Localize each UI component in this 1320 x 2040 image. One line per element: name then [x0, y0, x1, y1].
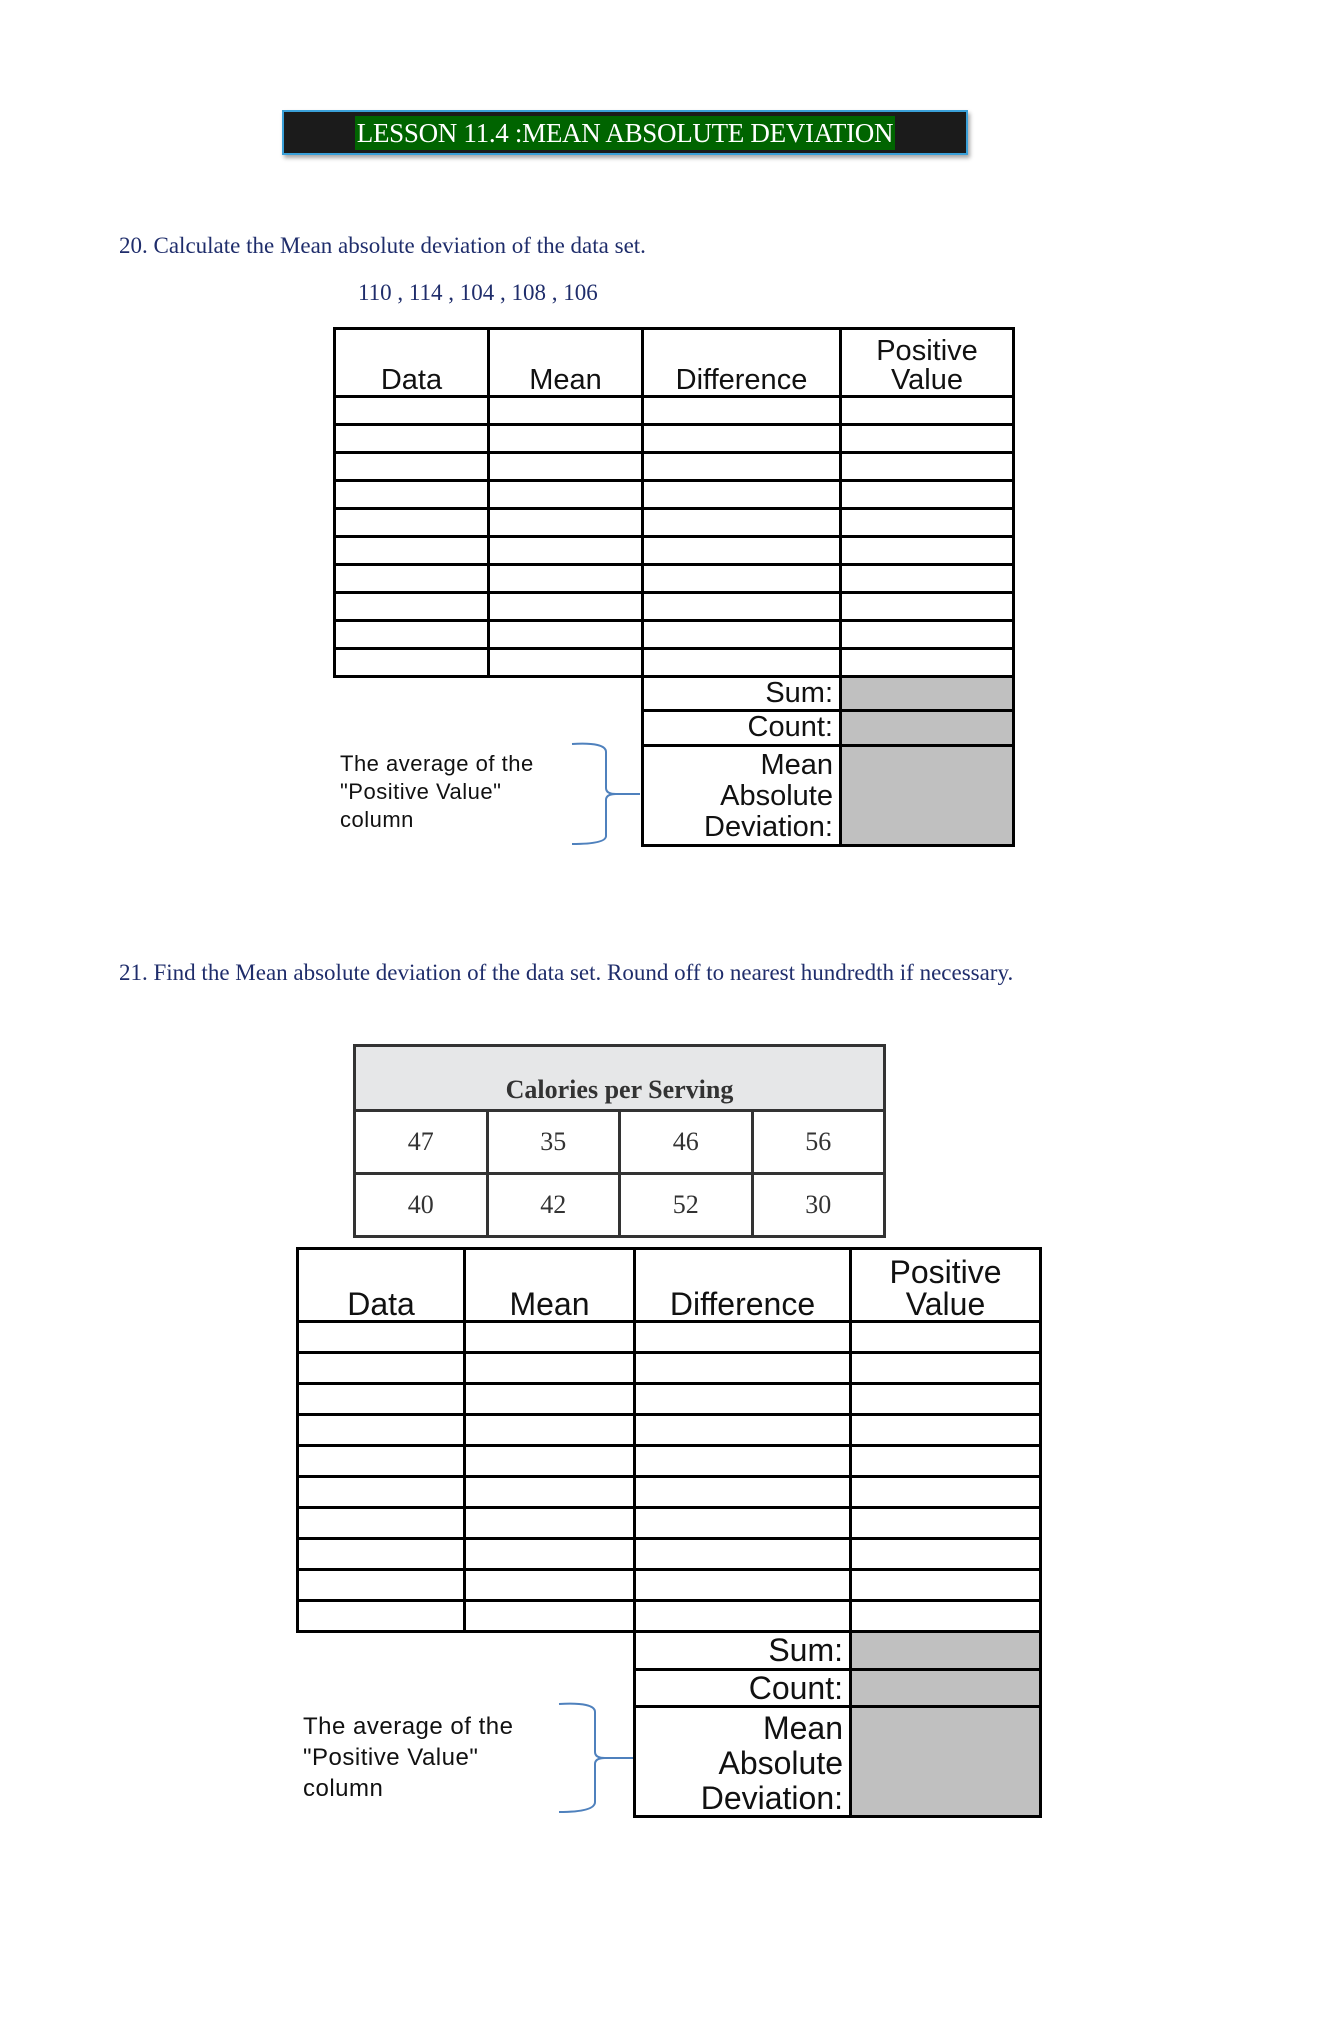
answer-cell[interactable]: [465, 1322, 635, 1353]
mad-answer-cell[interactable]: [841, 745, 1014, 845]
mad-label: [635, 1707, 851, 1817]
answer-cell[interactable]: [851, 1446, 1041, 1477]
header-row: [335, 329, 1014, 397]
sum-row: [298, 1632, 1041, 1670]
answer-cell[interactable]: [635, 1539, 851, 1570]
table-row: [298, 1384, 1041, 1415]
column-header-positive-value: [851, 1249, 1041, 1322]
answer-cell[interactable]: [851, 1415, 1041, 1446]
answer-cell[interactable]: [298, 1508, 465, 1539]
answer-cell[interactable]: [643, 397, 841, 425]
count-answer-cell[interactable]: [851, 1669, 1041, 1707]
note-line: "Positive Value": [340, 779, 502, 804]
header-line: Positive: [889, 1254, 1002, 1290]
answer-cell[interactable]: [851, 1384, 1041, 1415]
mad-note-20: [340, 750, 534, 834]
answer-cell[interactable]: [298, 1601, 465, 1632]
mad-note-21: [303, 1711, 513, 1804]
count-row: [298, 1669, 1041, 1707]
answer-cell[interactable]: [643, 593, 841, 621]
answer-cell[interactable]: [335, 509, 489, 537]
answer-cell[interactable]: [489, 425, 643, 453]
answer-cell[interactable]: [851, 1353, 1041, 1384]
answer-cell[interactable]: [465, 1415, 635, 1446]
answer-cell[interactable]: [465, 1601, 635, 1632]
answer-cell[interactable]: [851, 1539, 1041, 1570]
answer-cell[interactable]: [489, 593, 643, 621]
answer-cell[interactable]: [841, 453, 1014, 481]
calories-table-header: Calories per Serving: [355, 1046, 885, 1111]
column-header-difference: Difference: [635, 1249, 851, 1322]
table-row: [335, 453, 1014, 481]
table-row: [355, 1111, 885, 1174]
column-header-difference: Difference: [643, 329, 841, 397]
answer-cell[interactable]: [643, 453, 841, 481]
answer-cell[interactable]: [643, 649, 841, 677]
question-20-prompt: 20. Calculate the Mean absolute deviation of the data set.: [119, 233, 646, 258]
table-row: [335, 649, 1014, 677]
answer-cell[interactable]: [643, 565, 841, 593]
answer-cell[interactable]: [635, 1384, 851, 1415]
answer-cell[interactable]: [335, 453, 489, 481]
table-row: [298, 1601, 1041, 1632]
answer-cell[interactable]: [298, 1477, 465, 1508]
answer-cell[interactable]: [841, 649, 1014, 677]
sum-answer-cell[interactable]: [841, 677, 1014, 711]
answer-cell[interactable]: [635, 1322, 851, 1353]
answer-cell[interactable]: [635, 1415, 851, 1446]
answer-cell[interactable]: [465, 1539, 635, 1570]
answer-cell[interactable]: [335, 425, 489, 453]
answer-cell[interactable]: [465, 1477, 635, 1508]
lesson-title: LESSON 11.4 :MEAN ABSOLUTE DEVIATION: [356, 117, 894, 148]
answer-cell[interactable]: [489, 453, 643, 481]
spacer: [298, 1632, 635, 1670]
table-row: [355, 1174, 885, 1237]
note-line: The average of the: [303, 1713, 514, 1740]
answer-cell[interactable]: [298, 1570, 465, 1601]
column-header-data: Data: [335, 329, 489, 397]
sum-label: Sum:: [635, 1632, 851, 1670]
answer-cell[interactable]: [298, 1539, 465, 1570]
answer-cell[interactable]: [465, 1446, 635, 1477]
table-cell: 35: [487, 1111, 620, 1174]
answer-cell[interactable]: [643, 481, 841, 509]
table-row: [335, 481, 1014, 509]
table-row: [335, 509, 1014, 537]
count-answer-cell[interactable]: [841, 711, 1014, 745]
answer-cell[interactable]: [298, 1322, 465, 1353]
answer-cell[interactable]: [635, 1508, 851, 1539]
table-cell: 52: [620, 1174, 753, 1237]
spacer: [335, 711, 643, 745]
answer-cell[interactable]: [465, 1384, 635, 1415]
table-row: [298, 1353, 1041, 1384]
header-line: Value: [890, 364, 964, 396]
answer-cell[interactable]: [635, 1570, 851, 1601]
table-cell: 30: [752, 1174, 885, 1237]
label-line: Absolute: [718, 1745, 843, 1781]
answer-cell[interactable]: [841, 397, 1014, 425]
answer-cell[interactable]: [489, 509, 643, 537]
table-row: [298, 1570, 1041, 1601]
answer-cell[interactable]: [841, 509, 1014, 537]
answer-cell[interactable]: [335, 397, 489, 425]
sum-answer-cell[interactable]: [851, 1632, 1041, 1670]
note-line: "Positive Value": [303, 1744, 479, 1771]
table-row: [335, 621, 1014, 649]
answer-cell[interactable]: [465, 1353, 635, 1384]
answer-cell[interactable]: [335, 537, 489, 565]
label-line: Mean: [760, 748, 833, 781]
answer-cell[interactable]: [335, 649, 489, 677]
header-line: Value: [905, 1286, 986, 1322]
answer-cell[interactable]: [841, 621, 1014, 649]
question-20-data-set: 110 , 114 , 104 , 108 , 106: [358, 280, 598, 305]
table-cell: 56: [752, 1111, 885, 1174]
answer-cell[interactable]: [489, 649, 643, 677]
answer-cell[interactable]: [335, 621, 489, 649]
table-row: [298, 1415, 1041, 1446]
answer-cell[interactable]: [298, 1415, 465, 1446]
answer-cell[interactable]: [643, 509, 841, 537]
note-line: The average of the: [340, 751, 534, 776]
spacer: [335, 677, 643, 711]
label-line: Mean: [762, 1710, 843, 1747]
spacer: [298, 1669, 635, 1707]
note-line: column: [303, 1775, 384, 1802]
table-row: [298, 1446, 1041, 1477]
answer-cell[interactable]: [851, 1570, 1041, 1601]
answer-cell[interactable]: [489, 481, 643, 509]
brace-icon: [570, 742, 642, 846]
label-line: Absolute: [720, 780, 833, 812]
table-row: [335, 425, 1014, 453]
answer-cell[interactable]: [298, 1353, 465, 1384]
table-row: [335, 397, 1014, 425]
mad-label: [643, 745, 841, 845]
sum-label: Sum:: [643, 677, 841, 711]
answer-cell[interactable]: [635, 1477, 851, 1508]
answer-cell[interactable]: [335, 593, 489, 621]
sum-row: [335, 677, 1014, 711]
answer-cell[interactable]: [851, 1508, 1041, 1539]
column-header-mean: Mean: [465, 1249, 635, 1322]
table-row: [335, 593, 1014, 621]
label-line: Deviation:: [700, 1779, 843, 1816]
table-cell: 40: [355, 1174, 488, 1237]
answer-cell[interactable]: [643, 425, 841, 453]
answer-cell[interactable]: [635, 1446, 851, 1477]
header-row: [298, 1249, 1041, 1322]
answer-cell[interactable]: [851, 1477, 1041, 1508]
answer-cell[interactable]: [489, 397, 643, 425]
answer-cell[interactable]: [489, 621, 643, 649]
column-header-data: Data: [298, 1249, 465, 1322]
table-row: [298, 1322, 1041, 1353]
answer-cell[interactable]: [298, 1446, 465, 1477]
table-row: [335, 565, 1014, 593]
mad-answer-cell[interactable]: [851, 1707, 1041, 1817]
brace-icon: [557, 1702, 635, 1814]
answer-cell[interactable]: [298, 1384, 465, 1415]
calories-per-serving-table: [353, 1044, 886, 1238]
note-line: column: [340, 807, 414, 832]
answer-cell[interactable]: [841, 565, 1014, 593]
table-cell: 42: [487, 1174, 620, 1237]
header-line: Positive: [876, 335, 978, 367]
count-label: Count:: [635, 1669, 851, 1707]
column-header-mean: Mean: [489, 329, 643, 397]
question-21-prompt: 21. Find the Mean absolute deviation of the data set. Round off to nearest hundredth if necessary.: [119, 960, 1014, 985]
table-cell: 46: [620, 1111, 753, 1174]
answer-cell[interactable]: [643, 621, 841, 649]
table-row: [298, 1477, 1041, 1508]
answer-cell[interactable]: [489, 565, 643, 593]
answer-cell[interactable]: [841, 481, 1014, 509]
lesson-title-banner: [282, 110, 968, 155]
answer-cell[interactable]: [489, 537, 643, 565]
answer-cell[interactable]: [841, 593, 1014, 621]
answer-cell[interactable]: [335, 565, 489, 593]
count-label: Count:: [643, 711, 841, 745]
table-row: [298, 1508, 1041, 1539]
answer-cell[interactable]: [635, 1353, 851, 1384]
count-row: [335, 711, 1014, 745]
answer-cell[interactable]: [465, 1508, 635, 1539]
label-line: Deviation:: [704, 811, 833, 844]
table-row: [335, 537, 1014, 565]
answer-cell[interactable]: [635, 1601, 851, 1632]
table-row: [298, 1539, 1041, 1570]
answer-cell[interactable]: [841, 537, 1014, 565]
answer-cell[interactable]: [465, 1570, 635, 1601]
table-cell: 47: [355, 1111, 488, 1174]
answer-cell[interactable]: [851, 1601, 1041, 1632]
answer-cell[interactable]: [851, 1322, 1041, 1353]
answer-cell[interactable]: [643, 537, 841, 565]
answer-cell[interactable]: [841, 425, 1014, 453]
answer-cell[interactable]: [335, 481, 489, 509]
column-header-positive-value: [841, 329, 1014, 397]
